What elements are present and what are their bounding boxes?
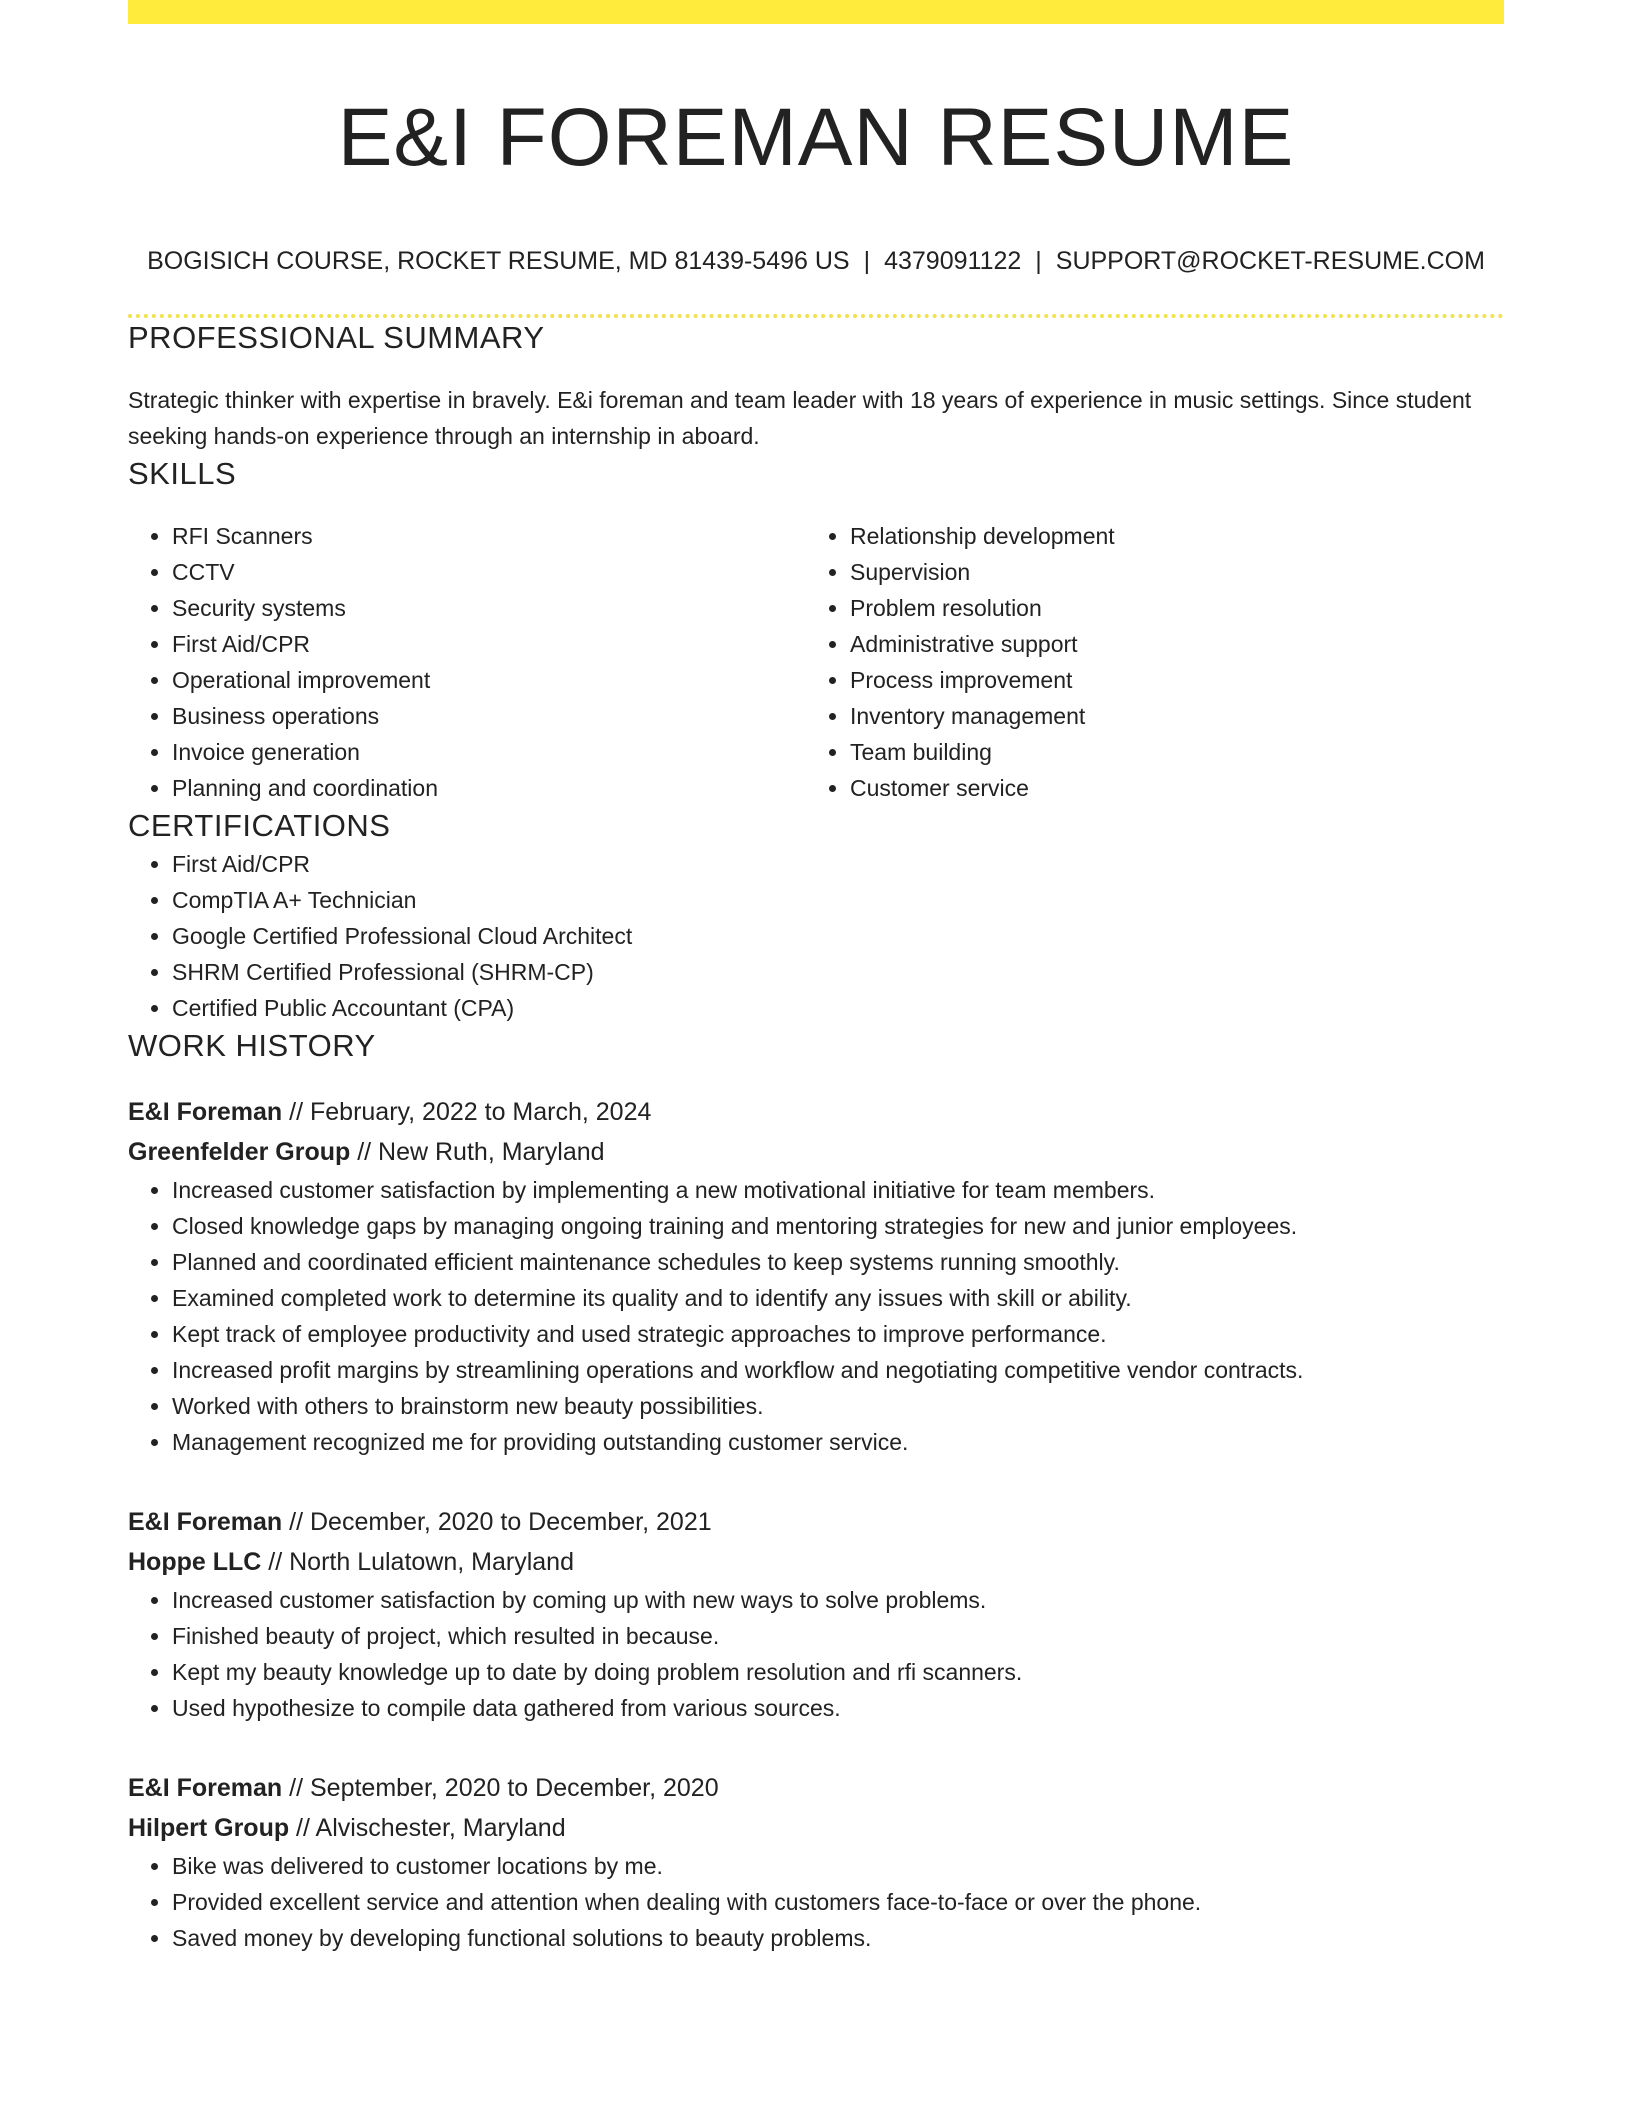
- job-bullet: • Increased customer satisfaction by implementing a new motivational initiative for team members.: [172, 1172, 1504, 1208]
- job-bullet-list: [128, 1172, 1504, 1460]
- job-company-line: [128, 1542, 1504, 1582]
- certification-item: • First Aid/CPR: [172, 846, 1504, 882]
- skill-item: • Customer service: [850, 770, 1484, 806]
- job-company-line: [128, 1132, 1504, 1172]
- contact-separator: |: [863, 247, 871, 275]
- skills-list-right: [806, 518, 1484, 806]
- job-company: Hoppe LLC: [128, 1548, 262, 1576]
- job-bullet: • Provided excellent service and attention when dealing with customers face-to-face or over the phone.: [172, 1884, 1504, 1920]
- work-history-heading: WORK HISTORY: [128, 1028, 376, 1063]
- job-bullet: • Saved money by developing functional solutions to beauty problems.: [172, 1920, 1504, 1956]
- job-bullet: • Kept track of employee productivity and used strategic approaches to improve performance.: [172, 1316, 1504, 1352]
- job-bullet: • Increased profit margins by streamlining operations and workflow and negotiating competitive vendor contracts.: [172, 1352, 1504, 1388]
- certification-item: • SHRM Certified Professional (SHRM-CP): [172, 954, 1504, 990]
- job-bullet: • Used hypothesize to compile data gathered from various sources.: [172, 1690, 1504, 1726]
- job-entry: [128, 1092, 1504, 1460]
- job-dates: // February, 2022 to March, 2024: [282, 1098, 652, 1126]
- skills-list-left: [128, 518, 806, 806]
- contact-separator: |: [1035, 247, 1042, 275]
- job-title-line: [128, 1768, 1504, 1808]
- job-role: E&I Foreman: [128, 1508, 283, 1536]
- certification-item: • Certified Public Accountant (CPA): [172, 990, 1504, 1026]
- skill-item: • Administrative support: [850, 626, 1484, 662]
- skill-item: • First Aid/CPR: [172, 626, 806, 662]
- resume-page: [128, 0, 1504, 1956]
- job-location: // New Ruth, Maryland: [350, 1138, 605, 1166]
- skill-item: • Invoice generation: [172, 734, 806, 770]
- certification-item: • CompTIA A+ Technician: [172, 882, 1504, 918]
- job-bullet: • Finished beauty of project, which resulted in because.: [172, 1618, 1504, 1654]
- job-company: Hilpert Group: [128, 1814, 290, 1842]
- job-company-line: [128, 1808, 1504, 1848]
- certification-item: • Google Certified Professional Cloud Architect: [172, 918, 1504, 954]
- job-bullet: • Kept my beauty knowledge up to date by doing problem resolution and rfi scanners.: [172, 1654, 1504, 1690]
- contact-line: [128, 244, 1504, 278]
- contact-phone: 4379091122: [884, 247, 1022, 275]
- skill-item: • Supervision: [850, 554, 1484, 590]
- job-role: E&I Foreman: [128, 1098, 283, 1126]
- job-bullet: • Closed knowledge gaps by managing ongoing training and mentoring strategies for new and junior employees.: [172, 1208, 1504, 1244]
- job-bullet-list: [128, 1582, 1504, 1726]
- job-role: E&I Foreman: [128, 1774, 283, 1802]
- skill-item: • Planning and coordination: [172, 770, 806, 806]
- skill-item: • Operational improvement: [172, 662, 806, 698]
- job-location: // Alvischester, Maryland: [289, 1814, 566, 1842]
- summary-heading: PROFESSIONAL SUMMARY: [128, 320, 545, 355]
- job-bullet-list: [128, 1848, 1504, 1956]
- contact-email: SUPPORT@ROCKET-RESUME.COM: [1055, 247, 1485, 275]
- job-bullet: • Planned and coordinated efficient maintenance schedules to keep systems running smoothly.: [172, 1244, 1504, 1280]
- job-entry: [128, 1768, 1504, 1956]
- job-dates: // September, 2020 to December, 2020: [282, 1774, 719, 1802]
- skill-item: • Security systems: [172, 590, 806, 626]
- resume-title: E&I FOREMAN RESUME: [337, 92, 1295, 183]
- skill-item: • Relationship development: [850, 518, 1484, 554]
- summary-text: Strategic thinker with expertise in bravely. E&i foreman and team leader with 18 years of experience in music settings. Since student seeking hands-on experience through an internship in aboard.: [128, 387, 1472, 449]
- skill-item: • CCTV: [172, 554, 806, 590]
- job-entry: [128, 1502, 1504, 1726]
- job-dates: // December, 2020 to December, 2021: [282, 1508, 712, 1536]
- skill-item: • Inventory management: [850, 698, 1484, 734]
- job-bullet: • Increased customer satisfaction by coming up with new ways to solve problems.: [172, 1582, 1504, 1618]
- job-title-line: [128, 1502, 1504, 1542]
- skill-item: • RFI Scanners: [172, 518, 806, 554]
- job-title-line: [128, 1092, 1504, 1132]
- skill-item: • Business operations: [172, 698, 806, 734]
- certifications-heading: CERTIFICATIONS: [128, 808, 391, 843]
- job-bullet: • Examined completed work to determine its quality and to identify any issues with skill or ability.: [172, 1280, 1504, 1316]
- skills-heading: SKILLS: [128, 456, 237, 491]
- job-company: Greenfelder Group: [128, 1138, 351, 1166]
- job-location: // North Lulatown, Maryland: [261, 1548, 574, 1576]
- certifications-list: [128, 846, 1504, 1026]
- skill-item: • Team building: [850, 734, 1484, 770]
- skills-grid: [128, 518, 1504, 806]
- skill-item: • Process improvement: [850, 662, 1484, 698]
- contact-address: BOGISICH COURSE, ROCKET RESUME, MD 81439-5496 US: [147, 247, 850, 275]
- job-bullet: • Management recognized me for providing outstanding customer service.: [172, 1424, 1504, 1460]
- skill-item: • Problem resolution: [850, 590, 1484, 626]
- job-bullet: • Bike was delivered to customer locations by me.: [172, 1848, 1504, 1884]
- accent-top-bar: [128, 0, 1504, 24]
- job-bullet: • Worked with others to brainstorm new beauty possibilities.: [172, 1388, 1504, 1424]
